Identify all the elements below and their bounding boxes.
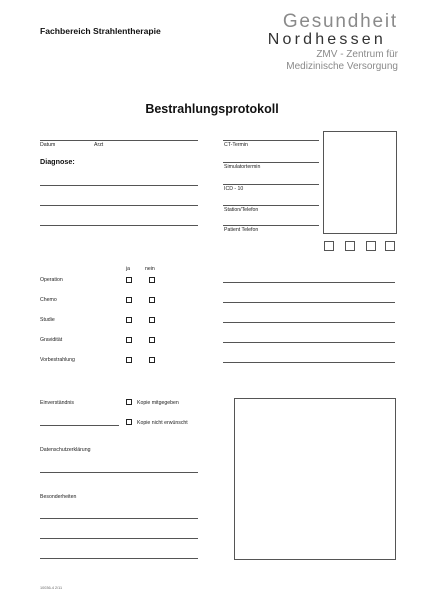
- patient-telefon-line[interactable]: [223, 225, 319, 226]
- marker-box-4[interactable]: [385, 241, 395, 251]
- simulatortermin-line[interactable]: [223, 162, 319, 163]
- marker-box-1[interactable]: [324, 241, 334, 251]
- brand-line-3: ZMV - Zentrum für: [316, 49, 398, 60]
- brand-logo: [228, 12, 398, 73]
- diagnose-line-3[interactable]: [40, 225, 198, 226]
- brand-line-2: Nordhessen: [267, 31, 386, 48]
- ct-termin-label: CT-Termin: [224, 142, 248, 148]
- brand-line-4: Medizinische Versorgung: [286, 61, 398, 72]
- row-label-vorbestrahlung: Vorbestrahlung: [40, 357, 75, 363]
- note-line-5[interactable]: [223, 362, 395, 363]
- datenschutz-line[interactable]: [40, 472, 198, 473]
- row-label-operation: Operation: [40, 277, 63, 283]
- patient-telefon-label: Patient Telefon: [224, 227, 259, 233]
- besonderheiten-line-1[interactable]: [40, 518, 198, 519]
- operation-nein-checkbox[interactable]: [149, 277, 155, 283]
- marker-box-3[interactable]: [366, 241, 376, 251]
- kopie-mitgegeben-checkbox[interactable]: [126, 399, 132, 405]
- note-line-4[interactable]: [223, 342, 395, 343]
- signature-box[interactable]: [234, 398, 396, 560]
- chemo-nein-checkbox[interactable]: [149, 297, 155, 303]
- note-line-1[interactable]: [223, 282, 395, 283]
- station-label: Station/Telefon: [224, 207, 259, 213]
- row-label-studie: Studie: [40, 317, 55, 323]
- datum-label: Datum: [40, 142, 56, 148]
- diagnose-line-1[interactable]: [40, 185, 198, 186]
- besonderheiten-line-3[interactable]: [40, 558, 198, 559]
- besonderheiten-label: Besonderheiten: [40, 494, 77, 500]
- studie-ja-checkbox[interactable]: [126, 317, 132, 323]
- vorbestrahlung-ja-checkbox[interactable]: [126, 357, 132, 363]
- einverstaendnis-line[interactable]: [40, 425, 119, 426]
- ct-termin-line[interactable]: [223, 140, 319, 141]
- diagnose-label: Diagnose:: [40, 157, 75, 166]
- kopie-nicht-label: Kopie nicht erwünscht: [137, 420, 188, 426]
- station-line[interactable]: [223, 205, 319, 206]
- datenschutz-label: Datenschutzerklärung: [40, 447, 91, 453]
- row-label-graviditaet: Gravidität: [40, 337, 63, 343]
- operation-ja-checkbox[interactable]: [126, 277, 132, 283]
- department-label: Fachbereich Strahlentherapie: [40, 26, 161, 36]
- col-nein-header: nein: [145, 266, 155, 272]
- arzt-label: Arzt: [94, 142, 104, 148]
- note-line-2[interactable]: [223, 302, 395, 303]
- simulatortermin-label: Simulatortermin: [224, 164, 261, 170]
- row-label-chemo: Chemo: [40, 297, 57, 303]
- einverstaendnis-label: Einverständnis: [40, 400, 75, 406]
- brand-line-1: Gesundheit: [282, 11, 398, 32]
- kopie-mitgegeben-label: Kopie mitgegeben: [137, 400, 179, 406]
- besonderheiten-line-2[interactable]: [40, 538, 198, 539]
- icd-label: ICD - 10: [224, 186, 244, 192]
- chemo-ja-checkbox[interactable]: [126, 297, 132, 303]
- col-ja-header: ja: [126, 266, 131, 272]
- diagnose-line-2[interactable]: [40, 205, 198, 206]
- studie-nein-checkbox[interactable]: [149, 317, 155, 323]
- icd-line[interactable]: [223, 184, 319, 185]
- graviditaet-ja-checkbox[interactable]: [126, 337, 132, 343]
- form-title: Bestrahlungsprotokoll: [145, 102, 279, 116]
- form-code: 10036-4 2/11: [40, 586, 63, 590]
- graviditaet-nein-checkbox[interactable]: [149, 337, 155, 343]
- patient-label-box[interactable]: [323, 131, 397, 234]
- marker-box-2[interactable]: [345, 241, 355, 251]
- kopie-nicht-checkbox[interactable]: [126, 419, 132, 425]
- note-line-3[interactable]: [223, 322, 395, 323]
- datum-arzt-line[interactable]: [40, 140, 198, 141]
- vorbestrahlung-nein-checkbox[interactable]: [149, 357, 155, 363]
